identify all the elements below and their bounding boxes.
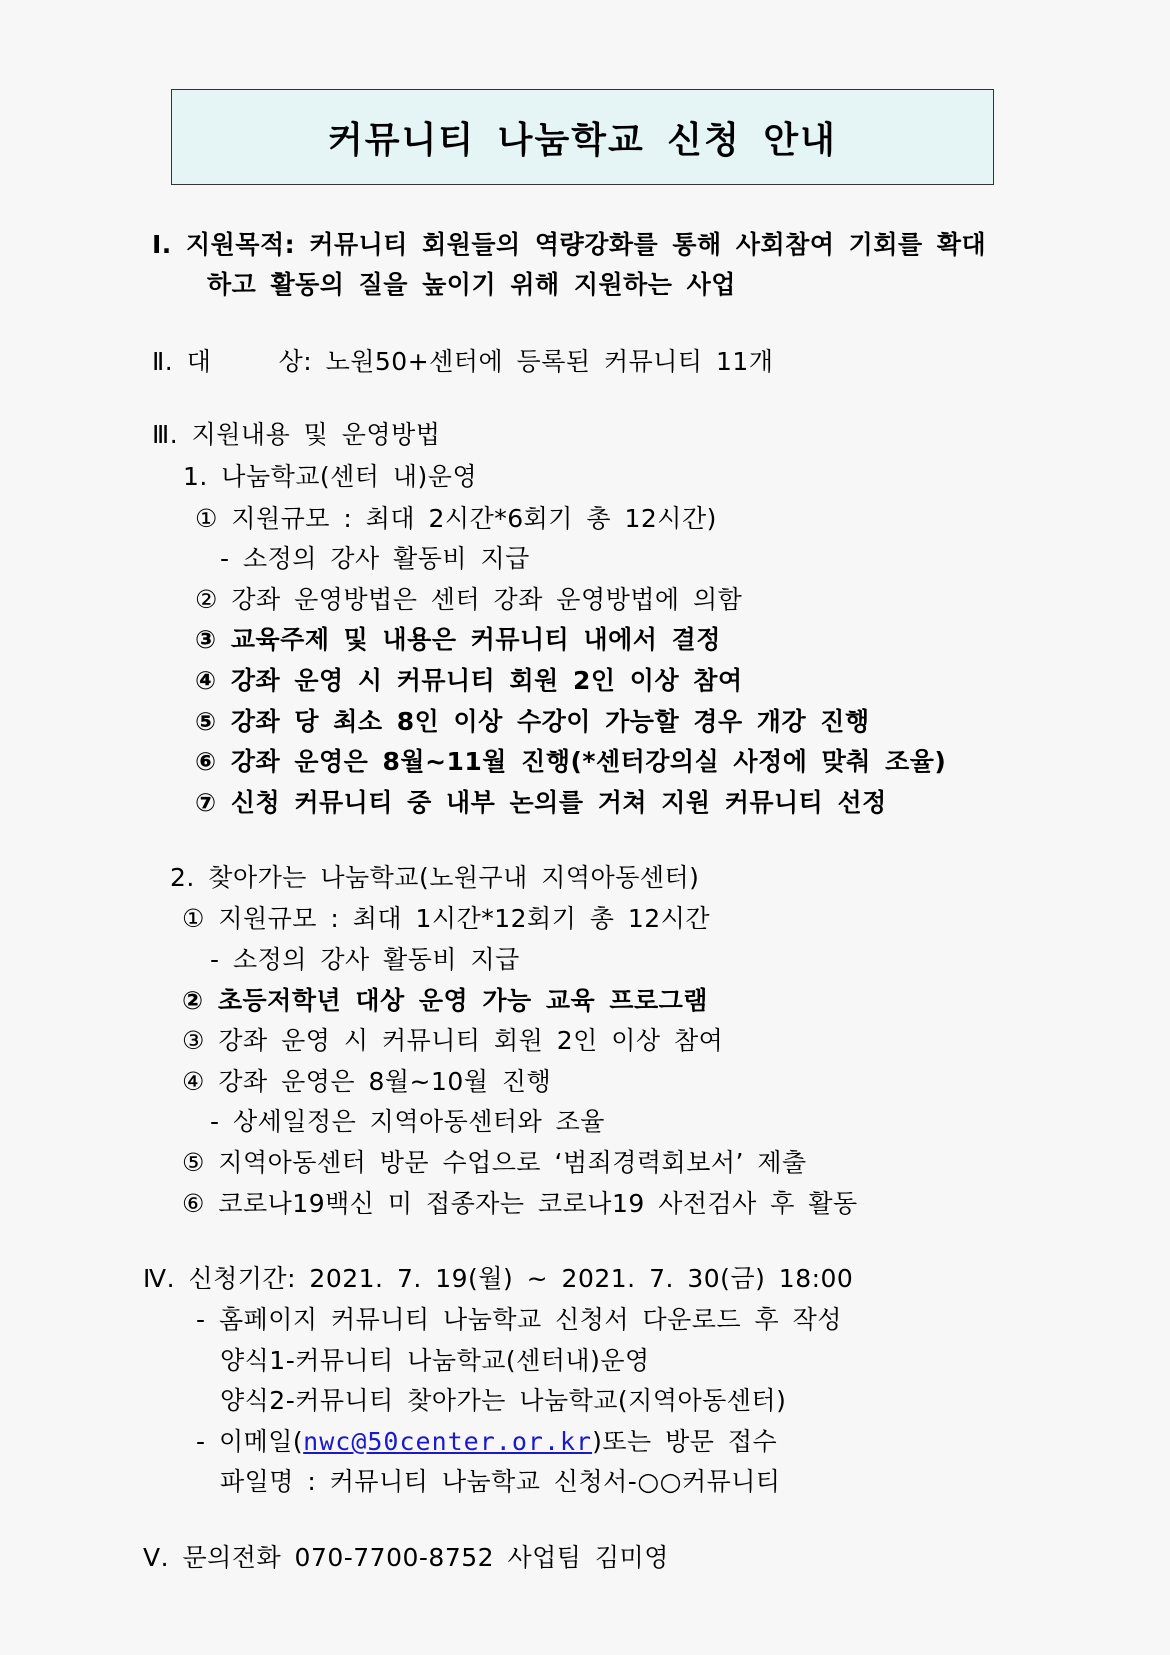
email-suffix: )또는 방문 접수 bbox=[592, 1427, 778, 1456]
sub2-item-2: ② 초등저학년 대상 운영 가능 교육 프로그램 bbox=[182, 986, 708, 1015]
section-4-download-note: - 홈페이지 커뮤니티 나눔학교 신청서 다운로드 후 작성 bbox=[196, 1305, 842, 1334]
sub1-item-1: ① 지원규모 : 최대 2시간*6회기 총 12시간) bbox=[195, 504, 717, 533]
sub2-item-1-note: - 소정의 강사 활동비 지급 bbox=[210, 945, 520, 974]
section-4-form2: 양식2-커뮤니티 찾아가는 나눔학교(지역아동센터) bbox=[220, 1386, 787, 1415]
sub1-item-7: ⑦ 신청 커뮤니티 중 내부 논의를 거쳐 지원 커뮤니티 선정 bbox=[195, 788, 887, 817]
sub1-item-2: ② 강좌 운영방법은 센터 강좌 운영방법에 의함 bbox=[195, 585, 743, 614]
section-4-period: Ⅳ. 신청기간: 2021. 7. 19(월) ~ 2021. 7. 30(금) 18:00 bbox=[143, 1264, 854, 1293]
section-4-email-line bbox=[196, 1425, 777, 1459]
sub1-item-3: ③ 교육주제 및 내용은 커뮤니티 내에서 결정 bbox=[195, 625, 721, 654]
section-4-form1: 양식1-커뮤니티 나눔학교(센터내)운영 bbox=[220, 1346, 650, 1375]
email-prefix: - 이메일( bbox=[196, 1427, 304, 1456]
section-4-filename: 파일명 : 커뮤니티 나눔학교 신청서-○○커뮤니티 bbox=[220, 1467, 781, 1496]
sub2-item-4-note: - 상세일정은 지역아동센터와 조율 bbox=[210, 1107, 605, 1136]
title-box bbox=[171, 89, 994, 185]
section-3-sub2-heading: 2. 찾아가는 나눔학교(노원구내 지역아동센터) bbox=[170, 863, 700, 892]
sub2-item-4: ④ 강좌 운영은 8월~10월 진행 bbox=[182, 1067, 552, 1096]
section-5-contact: Ⅴ. 문의전화 070-7700-8752 사업팀 김미영 bbox=[143, 1543, 669, 1572]
page-title: 커뮤니티 나눔학교 신청 안내 bbox=[328, 119, 837, 161]
sub2-item-1: ① 지원규모 : 최대 1시간*12회기 총 12시간 bbox=[182, 904, 710, 933]
sub2-item-5: ⑤ 지역아동센터 방문 수업으로 ‘범죄경력회보서’ 제출 bbox=[182, 1148, 807, 1177]
sub1-item-6: ⑥ 강좌 운영은 8월~11월 진행(*센터강의실 사정에 맞춰 조율) bbox=[195, 747, 947, 776]
section-1-purpose-line2: 하고 활동의 질을 높이기 위해 지원하는 사업 bbox=[207, 270, 736, 299]
section-3-heading: Ⅲ. 지원내용 및 운영방법 bbox=[152, 420, 441, 449]
sub2-item-6: ⑥ 코로나19백신 미 접종자는 코로나19 사전검사 후 활동 bbox=[182, 1189, 858, 1218]
email-link[interactable]: nwc@50center.or.kr bbox=[303, 1427, 593, 1456]
sub2-item-3: ③ 강좌 운영 시 커뮤니티 회원 2인 이상 참여 bbox=[182, 1026, 724, 1055]
section-1-purpose-line1: Ⅰ. 지원목적: 커뮤니티 회원들의 역량강화를 통해 사회참여 기회를 확대 bbox=[152, 230, 987, 259]
sub1-item-1-note: - 소정의 강사 활동비 지급 bbox=[220, 544, 530, 573]
section-2-target: Ⅱ. 대 상: 노원50+센터에 등록된 커뮤니티 11개 bbox=[152, 347, 774, 376]
section-3-sub1-heading: 1. 나눔학교(센터 내)운영 bbox=[183, 462, 478, 491]
sub1-item-4: ④ 강좌 운영 시 커뮤니티 회원 2인 이상 참여 bbox=[195, 666, 743, 695]
sub1-item-5: ⑤ 강좌 당 최소 8인 이상 수강이 가능할 경우 개강 진행 bbox=[195, 707, 870, 736]
